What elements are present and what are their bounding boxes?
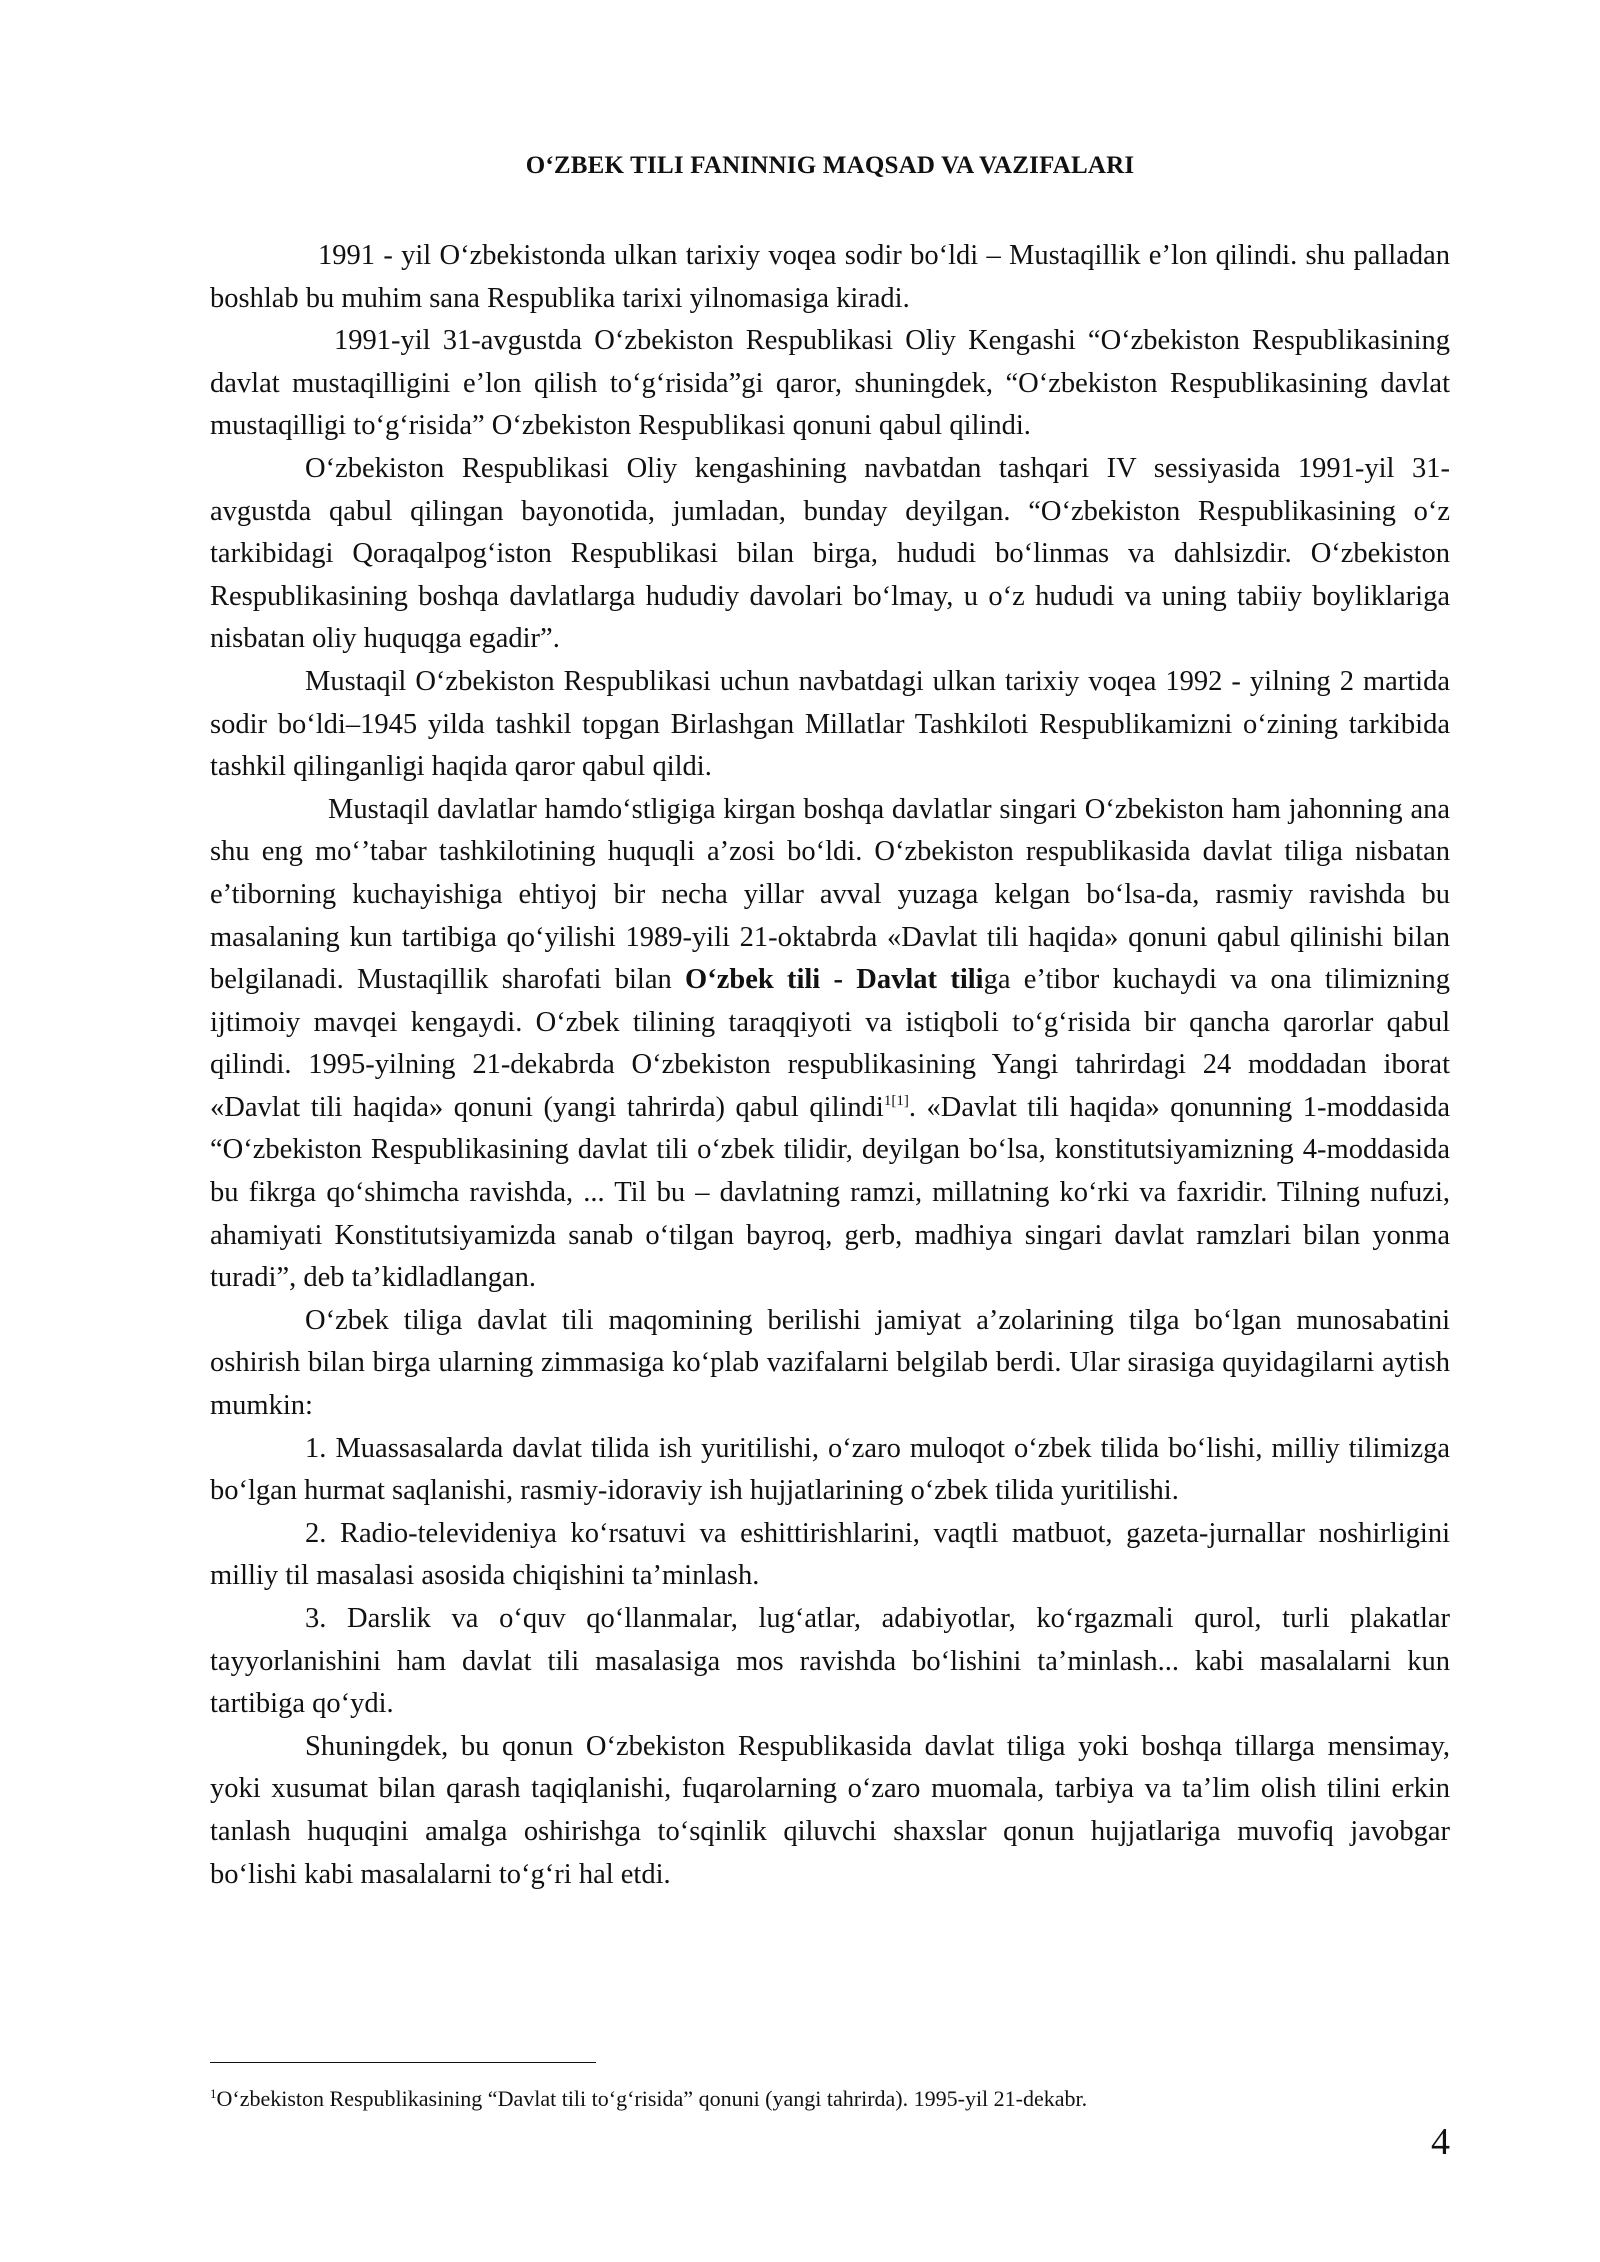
paragraph-5-text-c: . «Davlat tili haqida» qonunning 1-moddasida “O‘zbekiston Respublikasining davlat tili o‘zbek tilidir, deyilgan bo‘lsa, konstitutsiyamizning 4-moddasida bu fikrga qo‘shimcha ravishda, ... Til bu – davlatning ramzi, millatning ko‘rki va faxridir. Tilning nufuzi, ahamiyati Konstitutsiyamizda sanab o‘tilgan bayroq, gerb, madhiya singari davlat ramzlari bilan yonma turadi”, deb ta’kidladlangan. — [210, 1091, 1450, 1294]
footnote — [210, 2084, 1450, 2114]
document-body — [210, 235, 1450, 1896]
paragraph-1: 1991 - yil O‘zbekistonda ulkan tarixiy voqea sodir bo‘ldi – Mustaqillik e’lon qilindi. shu palladan boshlab bu muhim sana Respublika tarixi yilnomasiga kiradi. — [210, 240, 1450, 314]
paragraph-6: O‘zbek tiliga davlat tili maqomining berilishi jamiyat a’zolarining tilga bo‘lgan munosabatini oshirish bilan birga ularning zimmasiga ko‘plab vazifalarni belgilab berdi. Ular sirasiga quyidagilarni aytish mumkin: — [210, 1304, 1450, 1422]
footnote-reference[interactable]: 1[1] — [883, 1092, 909, 1109]
paragraph-4: Mustaqil O‘zbekiston Respublikasi uchun navbatdagi ulkan tarixiy voqea 1992 - yilning 2 martida sodir bo‘ldi–1945 yilda tashkil topgan Birlashgan Millatlar Tashkiloti Respublikamizni o‘zining tarkibida tashkil qilinganligi haqida qaror qabul qildi. — [210, 665, 1450, 783]
footnote-marker: 1 — [210, 2086, 217, 2101]
footnote-text: O‘zbekiston Respublikasining “Davlat tili to‘g‘risida” qonuni (yangi tahrirda). 1995-yil 21-dekabr. — [216, 2086, 1088, 2111]
paragraph-5 — [210, 789, 1450, 1300]
paragraph-3: O‘zbekiston Respublikasi Oliy kengashining navbatdan tashqari IV sessiyasida 1991-yil 31-avgustda qabul qilingan bayonotida, jumladan, bunday deyilgan. “O‘zbekiston Respublikasining o‘z tarkibidagi Qoraqalpog‘iston Respublikasi bilan birga, hududi bo‘linmas va dahlsizdir. O‘zbekiston Respublikasining boshqa davlatlarga hududiy davolari bo‘lmay, u o‘z hududi va uning tabiiy boyliklariga nisbatan oliy huquqga egadir”. — [210, 452, 1450, 655]
list-item-3: 3. Darslik va o‘quv qo‘llanmalar, lug‘atlar, adabiyotlar, ko‘rgazmali qurol, turli plakatlar tayyorlanishini ham davlat tili masalasiga mos ravishda bo‘lishini ta’minlash... kabi masalalarni kun tartibiga qo‘ydi. — [210, 1603, 1450, 1720]
paragraph-2: 1991-yil 31-avgustda O‘zbekiston Respublikasi Oliy Kengashi “O‘zbekiston Respublikasining davlat mustaqilligini e’lon qilish to‘g‘risida”gi qaror, shuningdek, “O‘zbekiston Respublikasining davlat mustaqilligi to‘g‘risida” O‘zbekiston Respublikasi qonuni qabul qilindi. — [210, 325, 1450, 442]
page-number: 4 — [1431, 2121, 1450, 2163]
bold-phrase: O‘zbek tili - Davlat tili — [685, 964, 984, 996]
paragraph-7: Shuningdek, bu qonun O‘zbekiston Respublikasida davlat tiliga yoki boshqa tillarga mensimay, yoki xusumat bilan qarash taqiqlanishi, fuqarolarning o‘zaro muomala, tarbiya va ta’lim olish tilini erkin tanlash huquqini amalga oshirishga to‘sqinlik qiluvchi shaxslar qonun hujjatlariga muvofiq javobgar bo‘lishi kabi masalalarni to‘g‘ri hal etdi. — [210, 1730, 1450, 1890]
page-title: O‘ZBEK TILI FANINNIG MAQSAD VA VAZIFALARI — [525, 152, 1135, 179]
list-item-2: 2. Radio-televideniya ko‘rsatuvi va eshittirishlarini, vaqtli matbuot, gazeta-jurnallar noshirligini milliy til masalasi asosida chiqishini ta’minlash. — [210, 1517, 1450, 1592]
paragraph-5-text-a: Mustaqil davlatlar hamdo‘stligiga kirgan boshqa davlatlar singari O‘zbekiston ham jahonning ana shu eng mo‘’tabar tashkilotining huquqli a’zosi bo‘ldi. O‘zbekiston respublikasida davlat tiliga nisbatan e’tiborning kuchayishiga ehtiyoj bir necha yillar avval yuzaga kelgan bo‘lsa-da, rasmiy ravishda bu masalaning kun tartibiga qo‘yilishi 1989-yili 21-oktabrda «Davlat tili haqida» qonuni qabul qilinishi bilan belgilanadi. Mustaqillik sharofati bilan — [210, 793, 1450, 996]
footnote-separator — [210, 2062, 596, 2063]
paragraph-5-text-b: ga e’tibor kuchaydi va ona tilimizning ijtimoiy mavqei kengaydi. O‘zbek tilining taraqqiyoti va istiqboli to‘g‘risida bir qancha qarorlar qabul qilindi. 1995-yilning 21-dekabrda O‘zbekiston respublikasining Yangi tahrirdagi 24 moddadan iborat «Davlat tili haqida» qonuni (yangi tahrirda) qabul qilindi — [210, 964, 1450, 1123]
list-item-1: 1. Muassasalarda davlat tilida ish yuritilishi, o‘zaro muloqot o‘zbek tilida bo‘lishi, milliy tilimizga bo‘lgan hurmat saqlanishi, rasmiy-idoraviy ish hujjatlarining o‘zbek tilida yuritilishi. — [210, 1432, 1450, 1507]
